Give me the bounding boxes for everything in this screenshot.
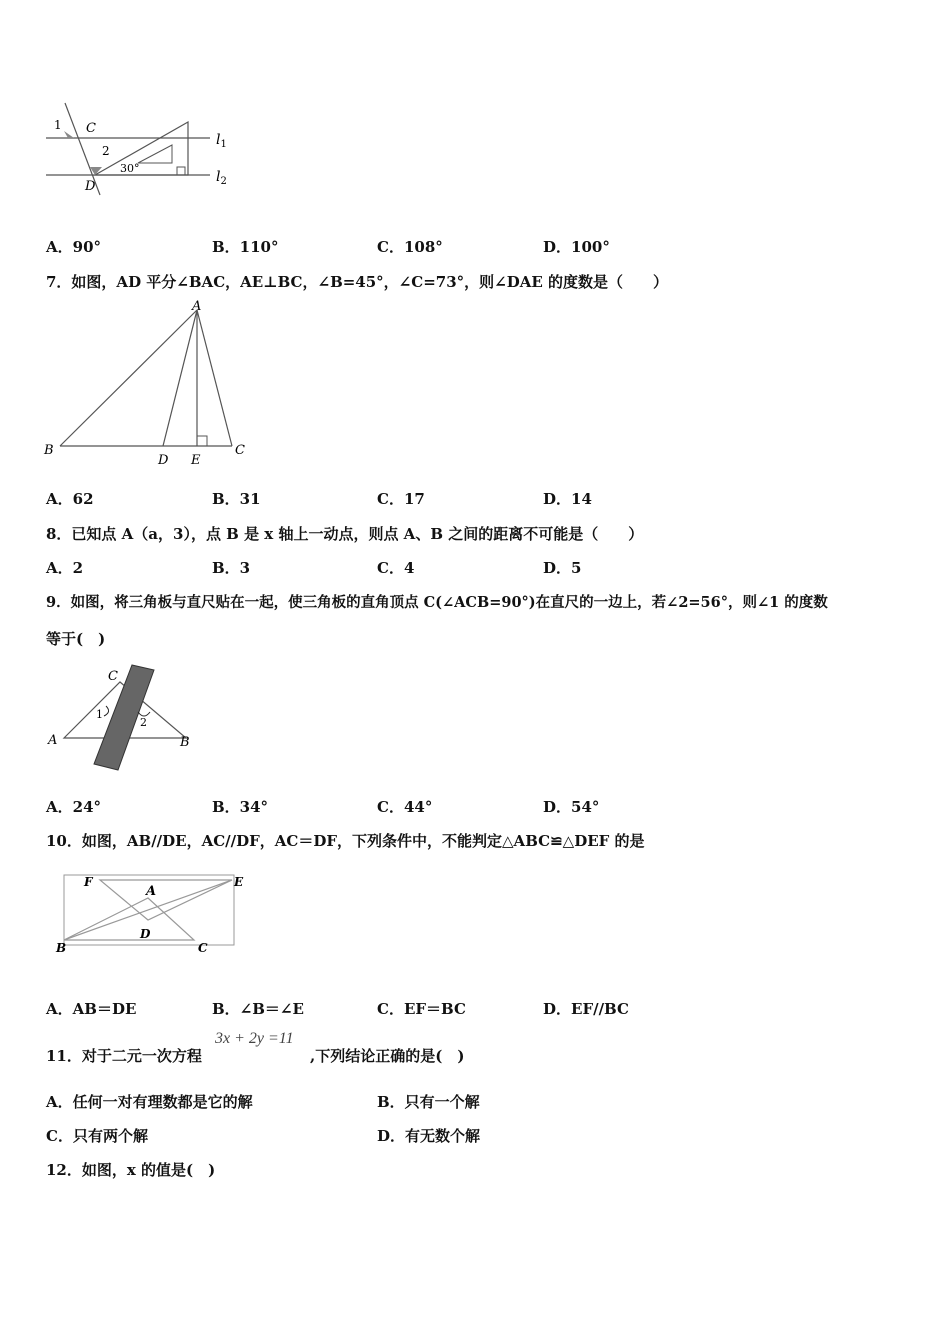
- angle1-mark: [64, 131, 74, 138]
- svg-text:l1: $l_1$: [216, 132, 227, 150]
- label-angle2: 2: [102, 144, 110, 158]
- q8-question: 8．已知点 A（a，3），点 B 是 x 轴上一动点，则点 A、B 之间的距离不可能是（ ）: [46, 525, 644, 543]
- label-D: D: [85, 179, 96, 194]
- label-A: A: [192, 299, 202, 314]
- svg-text:l2: $l_2$: [216, 169, 227, 187]
- label-angle2: 2: [140, 716, 147, 729]
- q7-option-b: B．31: [212, 490, 261, 508]
- q7-question: 7．如图，AD 平分∠BAC，AE⊥BC，∠B=45°，∠C=73°，则∠DAE 的度数是（ ）: [46, 273, 669, 291]
- label-C: C: [235, 443, 245, 458]
- figure-parallel-lines-triangle: [40, 95, 250, 205]
- label-B: B: [56, 941, 67, 955]
- figure-triangle-abc: [40, 298, 260, 468]
- q10-option-a: A．AB＝DE: [46, 1000, 137, 1018]
- q8-option-b: B．3: [212, 559, 251, 577]
- label-l1: l: [216, 132, 221, 148]
- q10-option-d: D．EF//BC: [543, 1000, 629, 1018]
- q8-option-d: D．5: [543, 559, 582, 577]
- q8-option-a: A．2: [46, 559, 84, 577]
- segment-ad: [163, 310, 197, 446]
- q7-option-a: A．62: [46, 490, 94, 508]
- label-D: D: [158, 453, 169, 468]
- q6-option-a: A．90°: [46, 238, 102, 256]
- q10-question: 10．如图，AB//DE，AC//DF，AC＝DF，下列条件中，不能判定△ABC≌△DEF 的是: [46, 832, 645, 850]
- q9-question-line1: 9．如图，将三角板与直尺贴在一起，使三角板的直角顶点 C(∠ACB=90°)在直尺的一边上，若∠2=56°，则∠1 的度数: [46, 594, 828, 611]
- q11-question-suffix: ,下列结论正确的是( ): [310, 1047, 465, 1065]
- q11-option-b: B．只有一个解: [377, 1093, 480, 1111]
- q11-equation: 3x + 2y =11: [215, 1030, 294, 1047]
- label-angle1: 1: [96, 708, 103, 721]
- label-C: C: [86, 121, 96, 136]
- label-E: E: [234, 875, 244, 889]
- q6-option-d: D．100°: [543, 238, 610, 256]
- q9-option-a: A．24°: [46, 798, 102, 816]
- q8-option-c: C．4: [377, 559, 415, 577]
- label-D: D: [140, 927, 151, 941]
- label-C: C: [198, 941, 208, 955]
- q9-option-b: B．34°: [212, 798, 269, 816]
- q12-question: 12．如图，x 的值是( ): [46, 1161, 216, 1179]
- label-B: B: [44, 443, 54, 458]
- q6-option-c: C．108°: [377, 238, 443, 256]
- label-angle1: 1: [54, 118, 62, 132]
- figure-congruent-triangles: [52, 870, 242, 960]
- q9-question-line2: 等于( ): [46, 630, 106, 648]
- q11-option-a: A．任何一对有理数都是它的解: [46, 1093, 253, 1111]
- figure-ruler-triangle: [40, 660, 210, 775]
- q11-option-c: C．只有两个解: [46, 1127, 148, 1145]
- q9-option-d: D．54°: [543, 798, 600, 816]
- label-30deg: 30°: [120, 162, 140, 175]
- label-A: A: [146, 884, 157, 899]
- label-B: B: [180, 735, 190, 750]
- label-F: F: [84, 875, 93, 889]
- q9-option-c: C．44°: [377, 798, 433, 816]
- q10-option-b: B．∠B＝∠E: [212, 1000, 304, 1018]
- label-C: C: [108, 669, 118, 684]
- q11-question-prefix: 11．对于二元一次方程: [46, 1047, 202, 1065]
- q10-option-c: C．EF＝BC: [377, 1000, 466, 1018]
- q11-option-d: D．有无数个解: [377, 1127, 481, 1145]
- q7-option-c: C．17: [377, 490, 425, 508]
- q7-option-d: D．14: [543, 490, 592, 508]
- label-l2: l: [216, 169, 221, 185]
- label-A: A: [48, 733, 58, 748]
- label-E: E: [191, 453, 201, 468]
- q6-option-b: B．110°: [212, 238, 279, 256]
